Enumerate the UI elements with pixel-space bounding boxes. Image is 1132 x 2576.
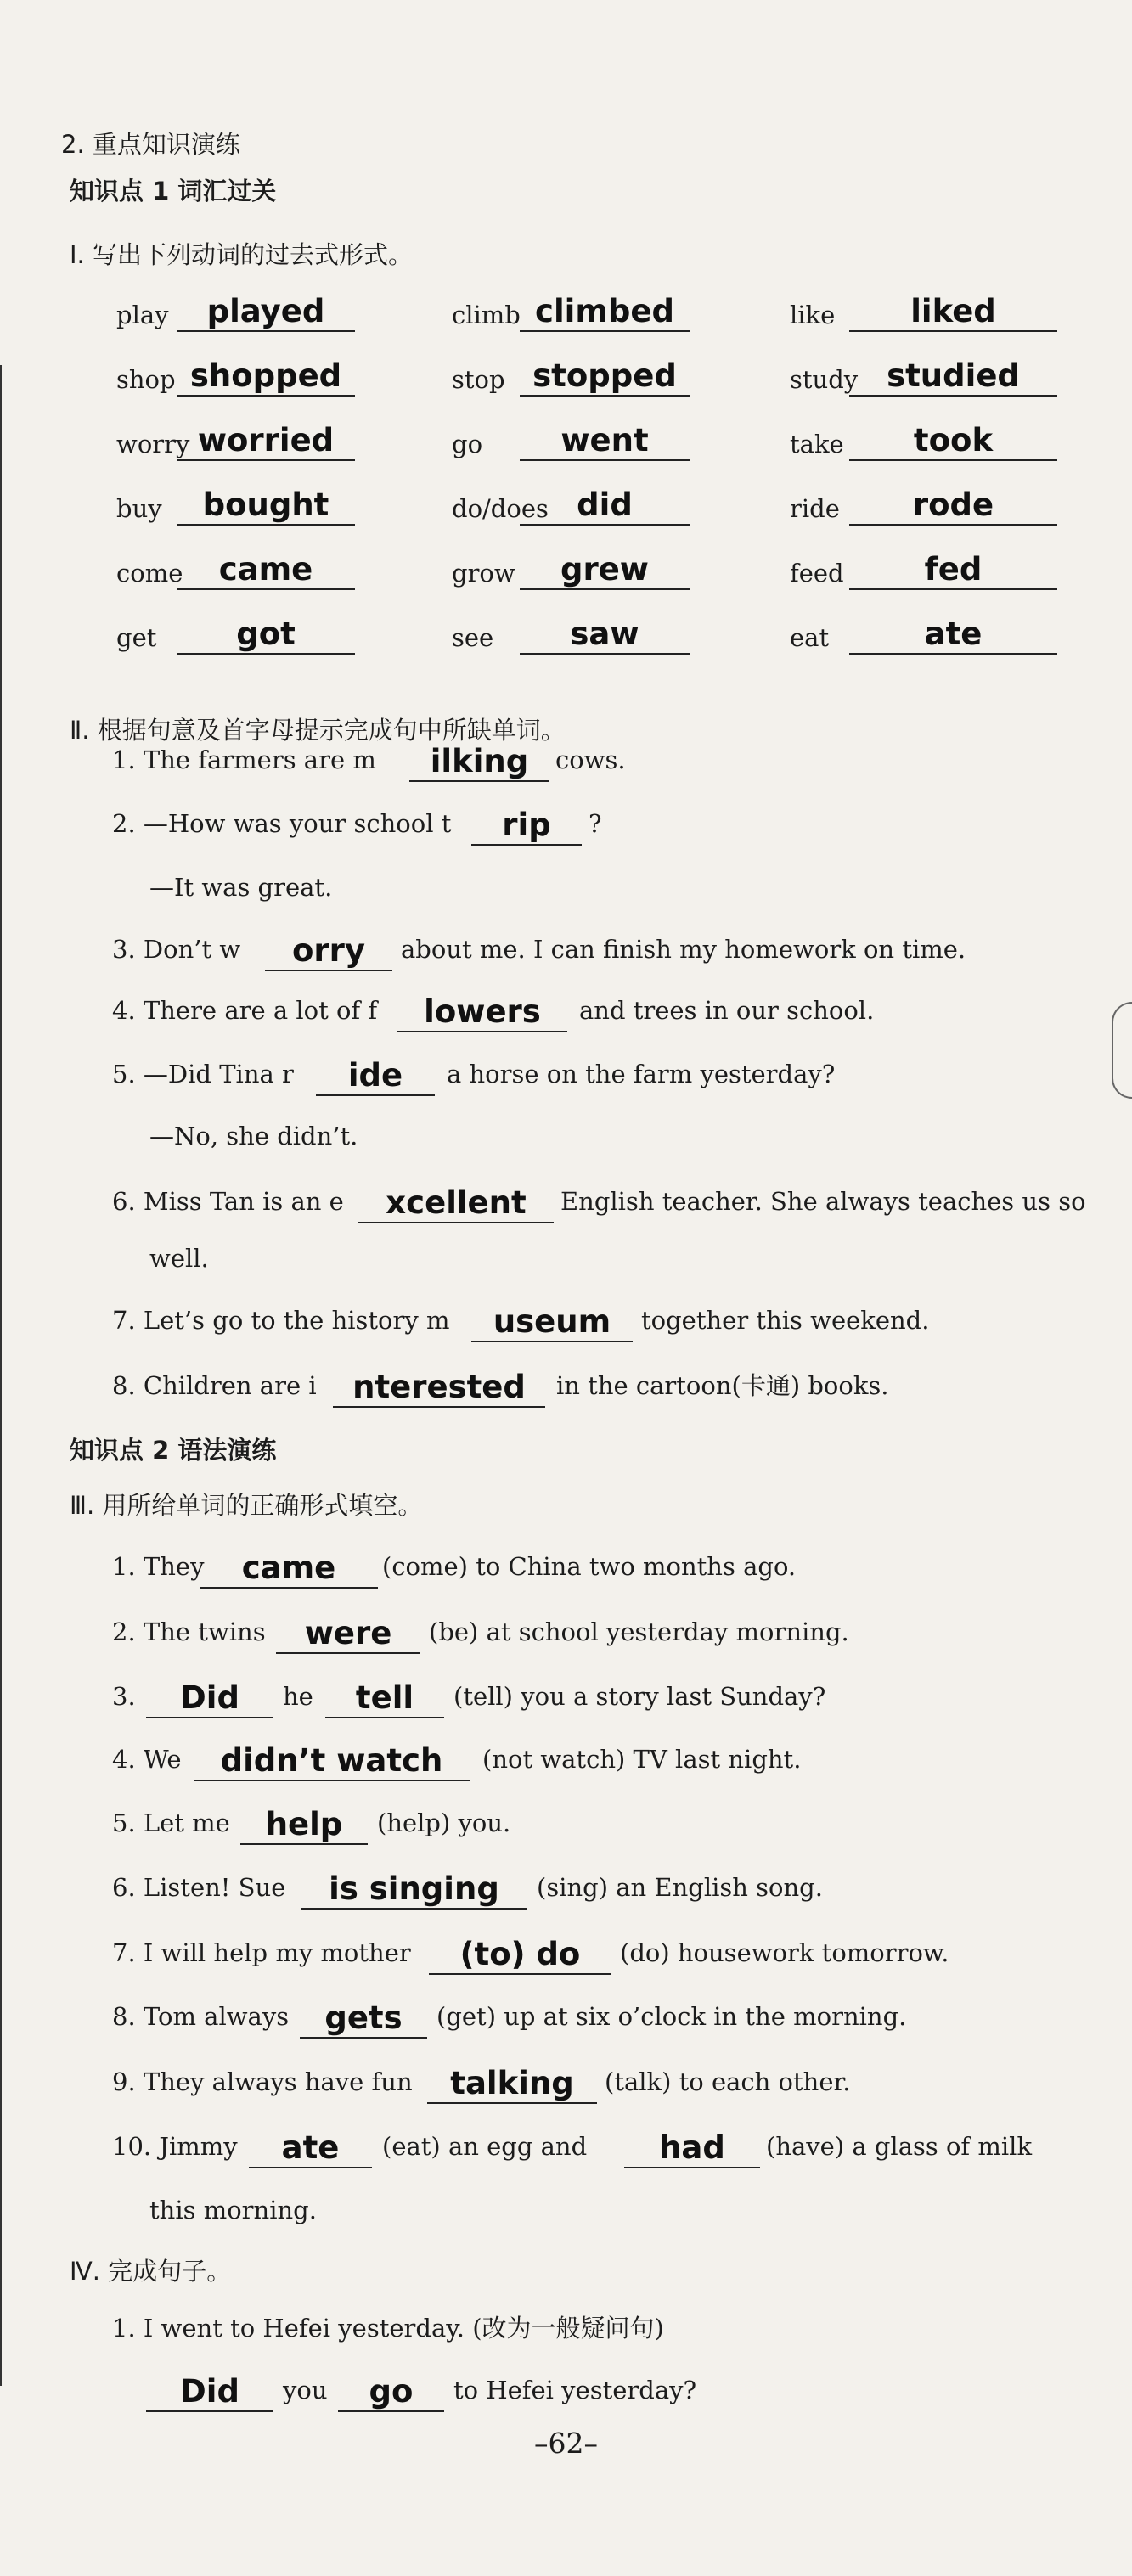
part1-title: Ⅰ. 写出下列动词的过去式形式。 — [70, 240, 413, 269]
verb-answer: played — [206, 293, 325, 329]
p3-q7-after: (do) housework tomorrow. — [620, 1938, 949, 1967]
p3-q4 — [0, 1742, 1132, 1793]
verb-answer: came — [218, 551, 313, 588]
kp2-title: 知识点 2 语法演练 — [70, 1436, 277, 1465]
p3-q10-line2: this morning. — [149, 2196, 317, 2224]
p2-q1 — [0, 743, 1132, 794]
p4-q1-blank1[interactable] — [146, 2373, 273, 2412]
p2-q1-before: 1. The farmers are m — [112, 745, 376, 774]
verb-answer-blank[interactable] — [177, 422, 355, 461]
p3-q6-after: (sing) an English song. — [537, 1873, 823, 1902]
p2-q5-answer: ide — [347, 1057, 403, 1094]
verb-answer: climbed — [535, 293, 674, 329]
p3-q3-answer1: Did — [180, 1679, 239, 1716]
p3-q4-after: (not watch) TV last night. — [482, 1745, 802, 1774]
p2-q2 — [0, 807, 1132, 858]
p3-q3-blank1[interactable] — [146, 1679, 273, 1718]
p2-q8-before: 8. Children are i — [112, 1371, 317, 1400]
p3-q10 — [0, 2129, 1132, 2180]
part3-title: Ⅲ. 用所给单词的正确形式填空。 — [70, 1491, 423, 1520]
p2-q5-reply — [0, 1119, 1132, 1170]
verb-answer-blank[interactable] — [520, 487, 690, 526]
p4-q1-prompt: 1. I went to Hefei yesterday. (改为一般疑问句) — [112, 2314, 664, 2343]
p3-q10-blank2[interactable] — [624, 2129, 760, 2168]
p2-q1-blank[interactable] — [409, 743, 549, 782]
p2-q5 — [0, 1057, 1132, 1108]
p2-q4 — [0, 993, 1132, 1044]
part2-title: Ⅱ. 根据句意及首字母提示完成句中所缺单词。 — [70, 716, 566, 745]
verb-answer: liked — [910, 293, 996, 329]
p3-q9-after: (talk) to each other. — [605, 2067, 851, 2096]
verb-label: do/does — [452, 494, 549, 523]
p3-q9 — [0, 2065, 1132, 2116]
verb-answer-blank[interactable] — [520, 551, 690, 590]
p3-q3-blank2[interactable] — [325, 1679, 444, 1718]
p2-q2-answer: rip — [502, 807, 551, 843]
verb-label: go — [452, 430, 483, 458]
p3-q7-blank[interactable] — [429, 1936, 611, 1975]
p3-q10-answer1: ate — [281, 2129, 340, 2166]
p3-q3 — [0, 1679, 1132, 1730]
p3-q8-before: 8. Tom always — [112, 2002, 290, 2031]
verb-label: come — [116, 559, 183, 588]
p2-q6-before: 6. Miss Tan is an e — [112, 1187, 344, 1216]
p4-q1-blank2[interactable] — [338, 2373, 444, 2412]
p3-q7 — [0, 1936, 1132, 1987]
p4-q1-answer2: go — [369, 2373, 414, 2410]
p3-q10-cont — [0, 2193, 1132, 2244]
verb-answer: worried — [197, 422, 335, 458]
p3-q10-blank1[interactable] — [249, 2129, 372, 2168]
p3-q1-before: 1. They — [112, 1552, 205, 1581]
p3-q2-answer: were — [304, 1615, 392, 1651]
verb-label: grow — [452, 559, 515, 588]
p3-q10-after: (have) a glass of milk — [766, 2132, 1033, 2161]
p2-q4-after: and trees in our school. — [579, 996, 875, 1025]
p3-q8-after: (get) up at six o’clock in the morning. — [436, 2002, 907, 2031]
verb-answer-blank[interactable] — [520, 357, 690, 397]
p3-q5 — [0, 1806, 1132, 1857]
p2-q3-after: about me. I can finish my homework on time. — [401, 935, 966, 964]
p2-q6 — [0, 1184, 1132, 1235]
verb-answer-blank[interactable] — [177, 293, 355, 332]
verb-answer-blank[interactable] — [849, 293, 1057, 332]
verb-answer: rode — [912, 487, 994, 523]
verb-answer-blank[interactable] — [520, 293, 690, 332]
verb-label: ride — [790, 494, 840, 523]
p2-q7-answer: useum — [493, 1303, 611, 1340]
p4-q1-prompt-row — [0, 2311, 1132, 2362]
verb-answer: saw — [570, 616, 639, 652]
p3-q2 — [0, 1615, 1132, 1666]
p3-q2-before: 2. The twins — [112, 1617, 266, 1646]
p3-q10-before: 10. Jimmy — [112, 2132, 238, 2161]
verb-label: eat — [790, 623, 830, 652]
p2-q2-blank[interactable] — [471, 807, 582, 846]
verb-answer-blank[interactable] — [177, 616, 355, 655]
p2-q7-before: 7. Let’s go to the history m — [112, 1306, 450, 1335]
p2-q8-after: in the cartoon(卡通) books. — [556, 1371, 889, 1400]
p3-q5-blank[interactable] — [240, 1806, 368, 1845]
p2-q4-before: 4. There are a lot of f — [112, 996, 378, 1025]
verb-answer: grew — [560, 551, 649, 588]
verb-label: climb — [452, 301, 521, 329]
p3-q4-blank[interactable] — [194, 1742, 470, 1781]
verb-label: study — [790, 365, 859, 394]
p3-q6-blank[interactable] — [301, 1870, 527, 1910]
verb-answer-blank[interactable] — [177, 487, 355, 526]
p2-q8-answer: nterested — [352, 1369, 526, 1405]
p2-q3 — [0, 932, 1132, 983]
p2-q8-blank[interactable] — [333, 1369, 545, 1408]
verb-label: get — [116, 623, 157, 652]
p2-q6-cont — [0, 1241, 1132, 1292]
p3-q3-after: (tell) you a story last Sunday? — [453, 1682, 826, 1711]
verb-answer-blank[interactable] — [520, 422, 690, 461]
p3-q2-after: (be) at school yesterday morning. — [429, 1617, 849, 1646]
verb-answer-blank[interactable] — [849, 551, 1057, 590]
verb-answer: bought — [202, 487, 329, 523]
verb-answer: studied — [887, 357, 1020, 394]
p2-q5-after: a horse on the farm yesterday? — [447, 1060, 836, 1088]
p2-q3-answer: orry — [291, 932, 366, 969]
p2-q3-before: 3. Don’t w — [112, 935, 241, 964]
verb-answer: took — [913, 422, 994, 458]
verb-answer: shopped — [189, 357, 342, 394]
p3-q3-answer2: tell — [355, 1679, 414, 1716]
p4-q1-answer1: Did — [180, 2373, 239, 2410]
p3-q9-blank[interactable] — [427, 2065, 597, 2104]
p4-q1-after: to Hefei yesterday? — [453, 2376, 697, 2404]
p3-q10-middle: (eat) an egg and — [382, 2132, 588, 2161]
verb-label: like — [790, 301, 836, 329]
p3-q9-answer: talking — [450, 2065, 574, 2101]
p3-q10-answer2: had — [659, 2129, 725, 2166]
p2-q2-before: 2. —How was your school t — [112, 809, 452, 838]
kp1-title: 知识点 1 词汇过关 — [70, 177, 277, 205]
verb-answer: fed — [924, 551, 983, 588]
p3-q5-after: (help) you. — [377, 1808, 511, 1837]
p4-q1-middle: you — [283, 2376, 328, 2404]
verb-answer: stopped — [532, 357, 677, 394]
verb-label: see — [452, 623, 494, 652]
p3-q6-before: 6. Listen! Sue — [112, 1873, 286, 1902]
verb-answer-blank[interactable] — [177, 551, 355, 590]
verb-answer-blank[interactable] — [849, 357, 1057, 397]
verb-label: feed — [790, 559, 844, 588]
p2-q2-line2: —It was great. — [149, 873, 333, 902]
p2-q7 — [0, 1303, 1132, 1354]
p3-q3-before: 3. — [112, 1682, 136, 1711]
p3-q7-answer: (to) do — [459, 1936, 581, 1972]
p2-q6-blank[interactable] — [358, 1184, 554, 1223]
verb-answer: ate — [924, 616, 983, 652]
p3-q8-blank[interactable] — [300, 1999, 427, 2039]
p3-q1-after: (come) to China two months ago. — [382, 1552, 797, 1581]
verb-answer-blank[interactable] — [177, 357, 355, 397]
verb-answer-blank[interactable] — [520, 616, 690, 655]
verb-label: buy — [116, 494, 162, 523]
p3-q6 — [0, 1870, 1132, 1921]
section-title: 2. 重点知识演练 — [61, 130, 240, 159]
p2-q7-blank[interactable] — [471, 1303, 633, 1342]
p2-q4-blank[interactable] — [397, 993, 567, 1032]
p3-q9-before: 9. They always have fun — [112, 2067, 413, 2096]
p2-q6-after: English teacher. She always teaches us so — [560, 1187, 1086, 1216]
p2-q6-line2: well. — [149, 1244, 209, 1273]
p2-q7-after: together this weekend. — [641, 1306, 930, 1335]
p2-q4-answer: lowers — [424, 993, 541, 1030]
p3-q8 — [0, 1999, 1132, 2050]
verb-answer: got — [236, 616, 296, 652]
verb-label: stop — [452, 365, 505, 394]
p2-q5-line2: —No, she didn’t. — [149, 1122, 358, 1150]
verb-answer-blank[interactable] — [849, 487, 1057, 526]
p2-q3-blank[interactable] — [265, 932, 392, 971]
p2-q1-answer: ilking — [430, 743, 529, 779]
p3-q8-answer: gets — [324, 1999, 403, 2036]
p2-q6-answer: xcellent — [386, 1184, 527, 1221]
p2-q5-blank[interactable] — [316, 1057, 435, 1096]
p2-q5-before: 5. —Did Tina r — [112, 1060, 294, 1088]
verb-label: take — [790, 430, 844, 458]
verb-answer-blank[interactable] — [849, 422, 1057, 461]
p3-q1-answer: came — [241, 1550, 336, 1586]
p3-q3-middle: he — [283, 1682, 313, 1711]
page-number: –62– — [534, 2427, 598, 2460]
p2-q8 — [0, 1369, 1132, 1420]
p3-q4-before: 4. We — [112, 1745, 182, 1774]
part4-title: Ⅳ. 完成句子。 — [70, 2257, 232, 2286]
verb-answer: did — [577, 487, 633, 523]
p3-q6-answer: is singing — [329, 1870, 499, 1907]
verb-label: shop — [116, 365, 176, 394]
p3-q5-before: 5. Let me — [112, 1808, 230, 1837]
p3-q7-before: 7. I will help my mother — [112, 1938, 411, 1967]
p2-q2-after: ? — [589, 809, 602, 838]
p2-q2-reply — [0, 870, 1132, 921]
p2-q1-after: cows. — [555, 745, 626, 774]
verb-label: worry — [116, 430, 190, 458]
p3-q4-answer: didn’t watch — [220, 1742, 443, 1779]
p3-q1 — [0, 1550, 1132, 1600]
p4-q1-answer-row — [0, 2373, 1132, 2424]
verb-label: play — [116, 301, 169, 329]
p3-q5-answer: help — [265, 1806, 343, 1842]
p3-q1-blank[interactable] — [200, 1550, 378, 1589]
p3-q2-blank[interactable] — [276, 1615, 420, 1654]
verb-answer: went — [560, 422, 649, 458]
verb-answer-blank[interactable] — [849, 616, 1057, 655]
